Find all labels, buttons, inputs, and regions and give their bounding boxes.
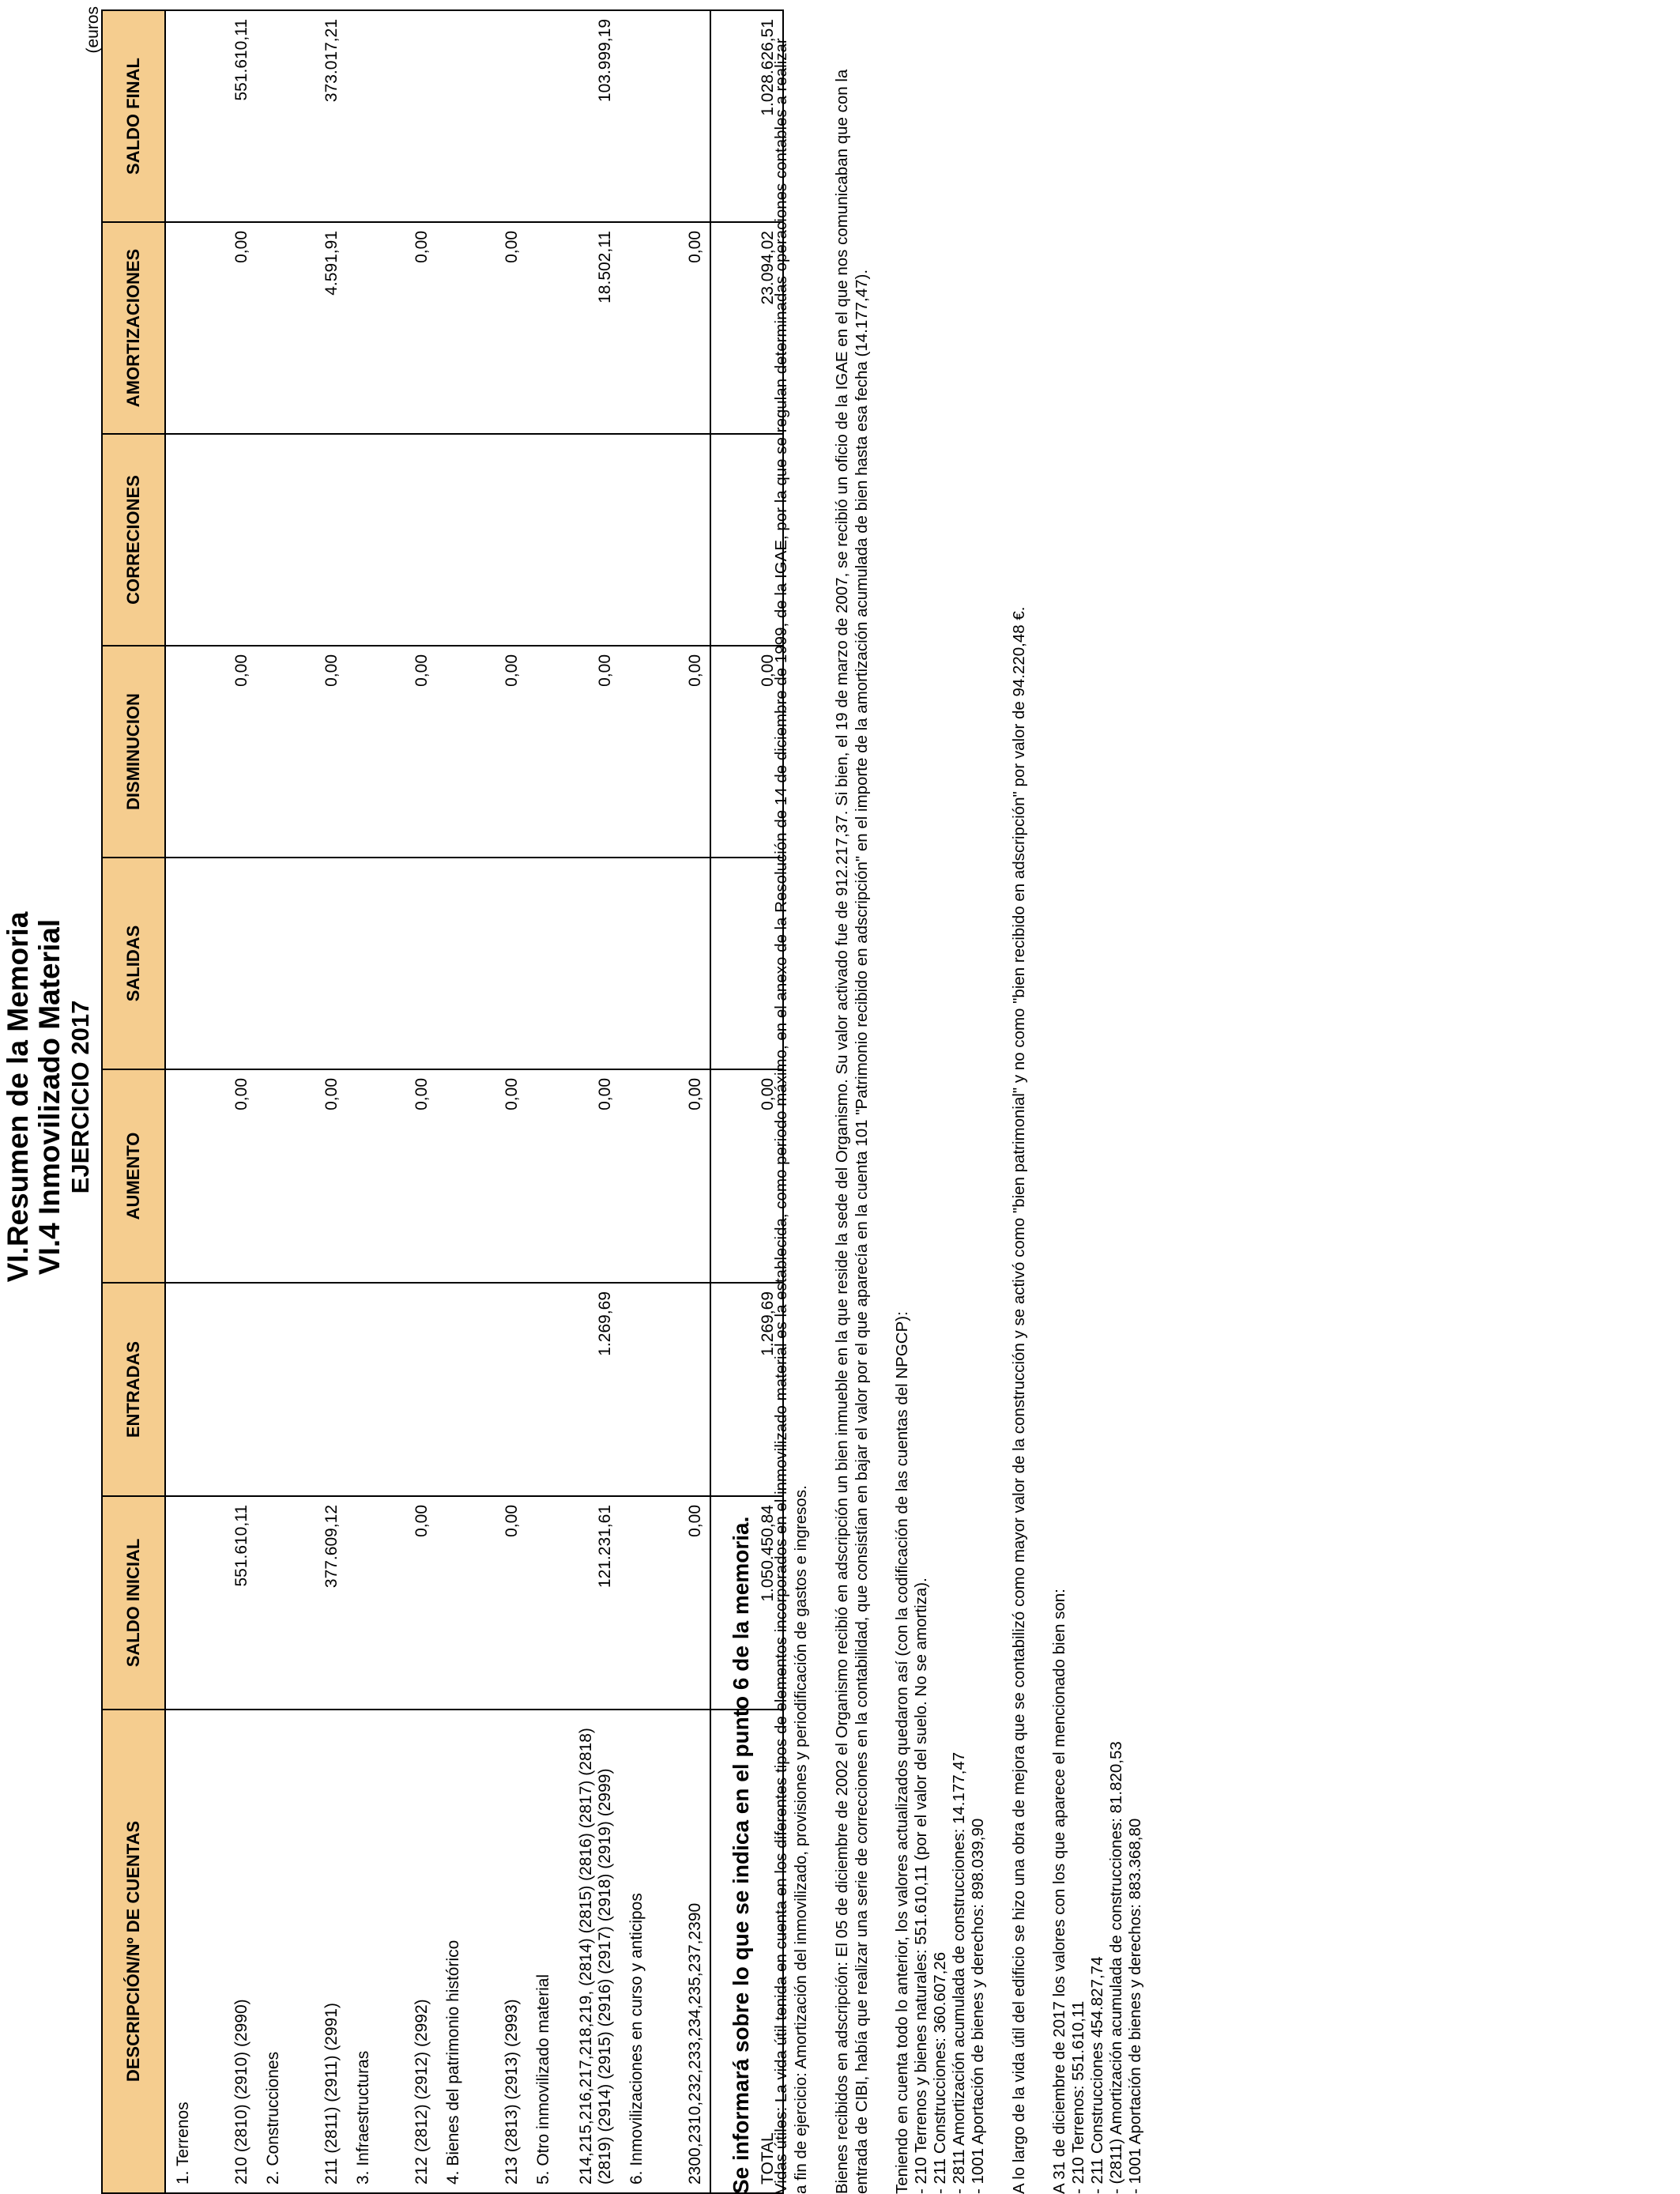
table-row bbox=[346, 10, 378, 2193]
cell-saldo-final: 373.017,21 bbox=[288, 10, 346, 222]
table-row bbox=[620, 10, 651, 2193]
cell-descripcion: 213 (2813) (2913) (2993) bbox=[468, 1710, 526, 2193]
fixed-assets-table bbox=[101, 9, 784, 2194]
cell-aumento bbox=[436, 1069, 468, 1283]
cell-salidas bbox=[165, 858, 198, 1069]
cell-descripcion: 1. Terrenos bbox=[165, 1710, 198, 2193]
cell-amortizaciones bbox=[165, 222, 198, 434]
table-row bbox=[651, 10, 710, 2193]
note-vidas-utiles: Vidas útiles: La vida útil tenida en cuenta en los diferentes tipos de elementos incorporados en el inmovilizado material es la establecida, como periodo máximo, en el anexo de la Resolución de 14 de diciembre de 1999, de la IGAE, por la que se regulan determinadas operaciones contables a realizar a fin de ejercicio: Amortización del inmovilizado, provisiones y periodificación de gastos e ingresos. bbox=[772, 38, 810, 2194]
cell-correciones bbox=[620, 434, 651, 646]
table-row bbox=[256, 10, 288, 2193]
table-row bbox=[165, 10, 198, 2193]
cell-descripcion: 212 (2812) (2912) (2992) bbox=[378, 1710, 436, 2193]
cell-disminucion: 0,00 bbox=[198, 646, 256, 858]
list-item: - 211 Construcciones 454.827,74 bbox=[1088, 1956, 1106, 2194]
cell-aumento: 0,00 bbox=[651, 1069, 710, 1283]
col-header-saldo-final: SALDO FINAL bbox=[102, 10, 165, 222]
cell-descripcion: 214,215,216,217,218,219, (2814) (2815) (2816) (2817) (2818) (2819) (2914) (2915) (2916) (2917) (2918) (2919) (2999) bbox=[558, 1710, 620, 2193]
cell-aumento bbox=[165, 1069, 198, 1283]
table-row bbox=[436, 10, 468, 2193]
cell-entradas: 1.269,69 bbox=[558, 1283, 620, 1496]
cell-correciones bbox=[288, 434, 346, 646]
col-header-disminucion: DISMINUCION bbox=[102, 646, 165, 858]
cell-saldo-inicial: 0,00 bbox=[468, 1496, 526, 1710]
list-item: - 210 Terrenos y bienes naturales: 551.610,11 (por el valor del suelo. No se amortiza). bbox=[912, 1578, 930, 2194]
cell-correciones bbox=[165, 434, 198, 646]
list-item: - 2811 Amortización acumulada de construcciones: 14.177,47 bbox=[950, 1751, 968, 2194]
list-item: - 1001 Aportación de bienes y derechos: 898.039,90 bbox=[969, 1818, 987, 2194]
cell-amortizaciones: 0,00 bbox=[198, 222, 256, 434]
cell-descripcion: 210 (2810) (2910) (2990) bbox=[198, 1710, 256, 2193]
cell-saldo-inicial bbox=[436, 1496, 468, 1710]
cell-correciones bbox=[346, 434, 378, 646]
cell-saldo-final bbox=[165, 10, 198, 222]
cell-descripcion: 3. Infraestructuras bbox=[346, 1710, 378, 2193]
cell-saldo-final bbox=[468, 10, 526, 222]
col-header-entradas: ENTRADAS bbox=[102, 1283, 165, 1496]
cell-correciones bbox=[198, 434, 256, 646]
cell-salidas bbox=[468, 858, 526, 1069]
cell-aumento: 0,00 bbox=[378, 1069, 436, 1283]
cell-amortizaciones bbox=[346, 222, 378, 434]
cell-disminucion: 0,00 bbox=[288, 646, 346, 858]
cell-entradas bbox=[526, 1283, 558, 1496]
cell-entradas bbox=[651, 1283, 710, 1496]
cell-salidas bbox=[256, 858, 288, 1069]
cell-salidas bbox=[288, 858, 346, 1069]
cell-disminucion: 0,00 bbox=[710, 646, 783, 858]
cell-descripcion: 211 (2811) (2911) (2991) bbox=[288, 1710, 346, 2193]
cell-descripcion: 4. Bienes del patrimonio histórico bbox=[436, 1710, 468, 2193]
cell-saldo-inicial: 1.050.450,84 bbox=[710, 1496, 783, 1710]
cell-descripcion: 6. Inmovilizaciones en curso y anticipos bbox=[620, 1710, 651, 2193]
cell-aumento bbox=[620, 1069, 651, 1283]
cell-descripcion: 2. Construcciones bbox=[256, 1710, 288, 2193]
cell-saldo-inicial: 121.231,61 bbox=[558, 1496, 620, 1710]
cell-entradas bbox=[436, 1283, 468, 1496]
cell-correciones bbox=[651, 434, 710, 646]
list-item: - 210 Terrenos: 551.610,11 bbox=[1069, 2000, 1087, 2194]
cell-saldo-inicial bbox=[526, 1496, 558, 1710]
cell-saldo-inicial bbox=[620, 1496, 651, 1710]
cell-saldo-inicial: 0,00 bbox=[378, 1496, 436, 1710]
cell-correciones bbox=[256, 434, 288, 646]
table-row bbox=[468, 10, 526, 2193]
cell-disminucion: 0,00 bbox=[378, 646, 436, 858]
cell-amortizaciones bbox=[256, 222, 288, 434]
cell-descripcion: TOTAL bbox=[710, 1710, 783, 2193]
cell-saldo-final bbox=[256, 10, 288, 222]
cell-saldo-inicial: 377.609,12 bbox=[288, 1496, 346, 1710]
note-year-end-values bbox=[1050, 28, 1145, 2194]
cell-saldo-inicial: 551.610,11 bbox=[198, 1496, 256, 1710]
cell-entradas: 1.269,69 bbox=[710, 1283, 783, 1496]
report-title: VI.Resumen de la Memoria bbox=[2, 911, 34, 1283]
cell-amortizaciones: 0,00 bbox=[651, 222, 710, 434]
cell-disminucion bbox=[436, 646, 468, 858]
cell-disminucion bbox=[165, 646, 198, 858]
list-item: - 211 Construcciones: 360.607,26 bbox=[931, 1951, 949, 2194]
cell-aumento: 0,00 bbox=[710, 1069, 783, 1283]
col-header-saldo-inicial: SALDO INICIAL bbox=[102, 1496, 165, 1710]
cell-disminucion bbox=[526, 646, 558, 858]
cell-salidas bbox=[620, 858, 651, 1069]
cell-saldo-final: 103.999,19 bbox=[558, 10, 620, 222]
note-bienes-adscripcion: Bienes recibidos en adscripción: El 05 de diciembre de 2002 el Organismo recibió en adscripción un bien inmueble en la que reside la sede del Organismo. Su valor activado fue de 912.217,37. Si bien, el 19 de marzo de 2007, se recibió un oficio de la IGAE en el que nos comunicaban que con la entrada de CIBI, había que realizar una serie de correcciones en la contabilidad, que consistían en bajar el valor por el que aparecía en la cuenta 101 "Patrimonio recibido en adscripción" en el importe de la amortización acumulada de bien hasta esa fecha (14.177,47). bbox=[833, 69, 871, 2194]
fiscal-year: EJERCICIO 2017 bbox=[66, 1000, 94, 1194]
note-year-end-intro: A 31 de diciembre de 2017 los valores con los que aparece el mencionado bien son: bbox=[1050, 1589, 1068, 2194]
cell-salidas bbox=[346, 858, 378, 1069]
notes-heading: Se informará sobre lo que se indica en el punto 6 de la memoria. bbox=[729, 1516, 753, 2194]
note-updated-values bbox=[893, 28, 988, 2194]
note-obra-mejora: A lo largo de la vida útil del edificio se hizo una obra de mejora que se contabilizó como mayor valor de la construcción y se activó como "bien patrimonial" y no como "bien recibido en adscripción" por valor de 94.220,48 €. bbox=[1010, 606, 1028, 2194]
cell-entradas bbox=[256, 1283, 288, 1496]
cell-disminucion bbox=[346, 646, 378, 858]
note-updated-values-intro: Teniendo en cuenta todo lo anterior, los valores actualizados quedaron así (con la codificación de las cuentas del NPGCP): bbox=[893, 1311, 911, 2194]
cell-saldo-final bbox=[620, 10, 651, 222]
notes-body bbox=[771, 28, 1145, 2194]
cell-saldo-final: 551.610,11 bbox=[198, 10, 256, 222]
cell-entradas bbox=[165, 1283, 198, 1496]
table-row bbox=[558, 10, 620, 2193]
cell-entradas bbox=[198, 1283, 256, 1496]
cell-salidas bbox=[651, 858, 710, 1069]
cell-disminucion bbox=[256, 646, 288, 858]
cell-aumento: 0,00 bbox=[198, 1069, 256, 1283]
cell-aumento bbox=[256, 1069, 288, 1283]
cell-salidas bbox=[378, 858, 436, 1069]
cell-amortizaciones: 4.591,91 bbox=[288, 222, 346, 434]
cell-aumento bbox=[526, 1069, 558, 1283]
cell-entradas bbox=[620, 1283, 651, 1496]
cell-saldo-final bbox=[526, 10, 558, 222]
cell-aumento: 0,00 bbox=[288, 1069, 346, 1283]
cell-disminucion: 0,00 bbox=[558, 646, 620, 858]
cell-amortizaciones: 0,00 bbox=[378, 222, 436, 434]
cell-disminucion: 0,00 bbox=[651, 646, 710, 858]
currency-unit: (euros bbox=[84, 6, 102, 54]
cell-amortizaciones bbox=[620, 222, 651, 434]
col-header-descripcion: DESCRIPCIÓN/Nº DE CUENTAS bbox=[102, 1710, 165, 2193]
cell-entradas bbox=[468, 1283, 526, 1496]
table-row bbox=[526, 10, 558, 2193]
table-row bbox=[198, 10, 256, 2193]
cell-correciones bbox=[526, 434, 558, 646]
cell-saldo-inicial bbox=[165, 1496, 198, 1710]
list-item: - (2811) Amortización acumulada de construcciones: 81.820,53 bbox=[1107, 1741, 1125, 2194]
cell-saldo-final: 1.028.626,51 bbox=[710, 10, 783, 222]
cell-entradas bbox=[288, 1283, 346, 1496]
col-header-correciones: CORRECIONES bbox=[102, 434, 165, 646]
cell-salidas bbox=[436, 858, 468, 1069]
cell-entradas bbox=[346, 1283, 378, 1496]
cell-saldo-final bbox=[651, 10, 710, 222]
cell-saldo-inicial: 0,00 bbox=[651, 1496, 710, 1710]
col-header-aumento: AUMENTO bbox=[102, 1069, 165, 1283]
table-row bbox=[288, 10, 346, 2193]
cell-amortizaciones: 18.502,11 bbox=[558, 222, 620, 434]
cell-correciones bbox=[558, 434, 620, 646]
cell-salidas bbox=[526, 858, 558, 1069]
cell-saldo-inicial bbox=[256, 1496, 288, 1710]
col-header-amortizaciones: AMORTIZACIONES bbox=[102, 222, 165, 434]
cell-salidas bbox=[558, 858, 620, 1069]
cell-aumento: 0,00 bbox=[468, 1069, 526, 1283]
cell-amortizaciones: 23.094,02 bbox=[710, 222, 783, 434]
table-header-row bbox=[102, 10, 165, 2193]
cell-disminucion: 0,00 bbox=[468, 646, 526, 858]
cell-saldo-final bbox=[436, 10, 468, 222]
cell-correciones bbox=[468, 434, 526, 646]
cell-aumento bbox=[346, 1069, 378, 1283]
report-subtitle: VI.4 Inmovilizado Material bbox=[33, 918, 66, 1276]
cell-amortizaciones bbox=[526, 222, 558, 434]
table-row bbox=[378, 10, 436, 2193]
cell-correciones bbox=[436, 434, 468, 646]
cell-disminucion bbox=[620, 646, 651, 858]
cell-correciones bbox=[378, 434, 436, 646]
cell-descripcion: 2300,2310,232,233,234,235,237,2390 bbox=[651, 1710, 710, 2193]
cell-saldo-final bbox=[378, 10, 436, 222]
cell-entradas bbox=[378, 1283, 436, 1496]
cell-amortizaciones bbox=[436, 222, 468, 434]
cell-aumento: 0,00 bbox=[558, 1069, 620, 1283]
cell-amortizaciones: 0,00 bbox=[468, 222, 526, 434]
col-header-salidas: SALIDAS bbox=[102, 858, 165, 1069]
cell-descripcion: 5. Otro inmovilizado material bbox=[526, 1710, 558, 2193]
cell-saldo-inicial bbox=[346, 1496, 378, 1710]
list-item: - 1001 Aportación de bienes y derechos: 883.368,80 bbox=[1126, 1818, 1144, 2194]
cell-saldo-final bbox=[346, 10, 378, 222]
cell-salidas bbox=[198, 858, 256, 1069]
